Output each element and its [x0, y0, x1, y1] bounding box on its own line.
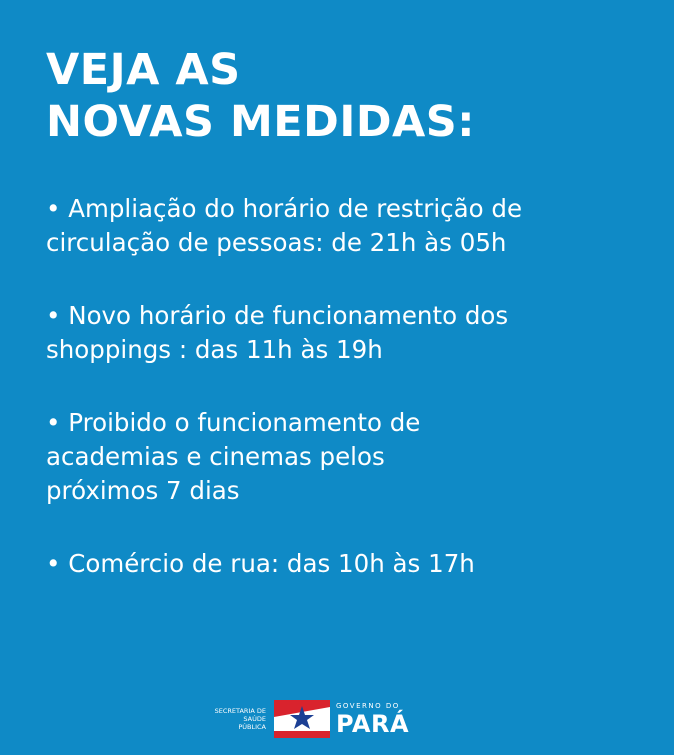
measure-line: • Proibido o funcionamento de [46, 408, 421, 437]
measure-item [46, 547, 646, 581]
secretaria-line-2: SAÚDE PÚBLICA [238, 715, 266, 731]
para-label: PARÁ [336, 709, 410, 738]
measure-item [46, 299, 646, 367]
measure-line: • Ampliação do horário de restrição de [46, 194, 523, 223]
measure-item [46, 192, 646, 260]
measure-line: • Comércio de rua: das 10h às 17h [46, 549, 475, 578]
measures-list [46, 192, 646, 620]
measure-line: circulação de pessoas: de 21h às 05h [46, 228, 507, 257]
measure-line: • Novo horário de funcionamento dos [46, 301, 509, 330]
headline-line-2: NOVAS MEDIDAS: [46, 97, 475, 147]
secretaria-logo-text [214, 707, 266, 731]
headline-line-1: VEJA AS [46, 45, 241, 95]
headline [46, 44, 475, 148]
measure-line: próximos 7 dias [46, 476, 240, 505]
governo-do-para-logo [336, 702, 409, 737]
measure-item [46, 406, 646, 508]
measure-line: academias e cinemas pelos [46, 442, 385, 471]
measure-line: shoppings : das 11h às 19h [46, 335, 383, 364]
footer-logos [214, 700, 409, 738]
secretaria-line-1: SECRETARIA DE [214, 707, 266, 715]
para-flag-icon [274, 700, 330, 738]
governo-label: GOVERNO DO [336, 701, 400, 710]
